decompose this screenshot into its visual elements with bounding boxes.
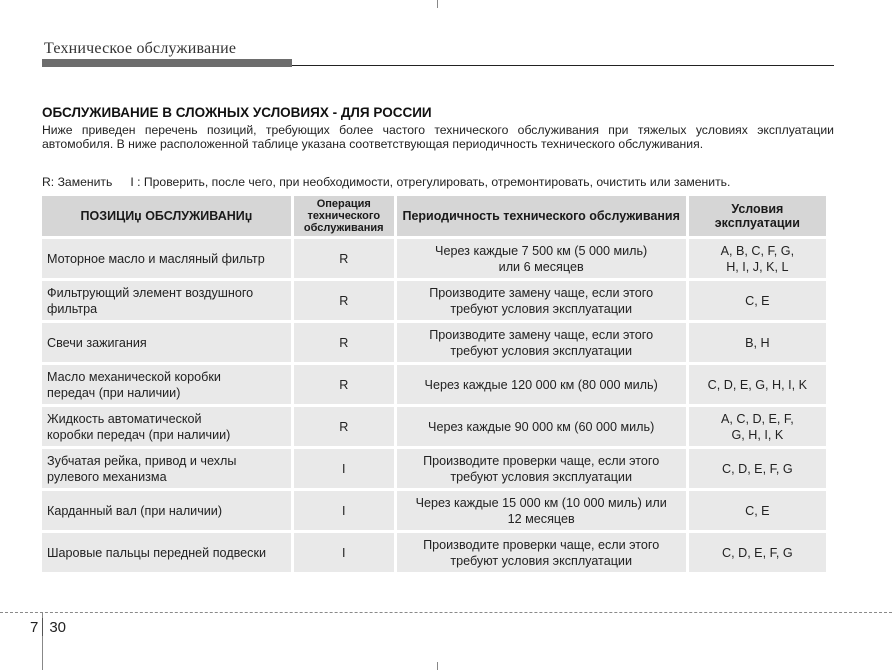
crop-mark-top: [437, 0, 438, 8]
cell-interval: [397, 491, 686, 530]
cell-item-line: фильтра: [47, 301, 98, 316]
cell-item-line: Свечи зажигания: [47, 335, 147, 350]
cell-conditions-line: C, E: [745, 503, 770, 518]
cell-operation: I: [294, 449, 394, 488]
cell-item: [42, 533, 291, 572]
cell-operation: R: [294, 323, 394, 362]
cell-item: [42, 407, 291, 446]
cell-operation: I: [294, 533, 394, 572]
cell-conditions-line: A, C, D, E, F,: [720, 411, 794, 426]
footer-dotted-rule: [0, 612, 892, 613]
cell-interval-line: Через каждые 90 000 км (60 000 миль): [428, 419, 655, 434]
cell-conditions: [689, 323, 826, 362]
table-row: [42, 533, 826, 572]
cell-item-line: Зубчатая рейка, привод и чехлы: [47, 453, 237, 468]
cell-conditions: [689, 239, 826, 278]
header-operation-line: Операция: [316, 198, 371, 210]
cell-conditions-line: H, I, J, K, L: [726, 259, 789, 274]
cell-interval-line: или 6 месяцев: [498, 259, 584, 274]
cell-conditions-line: C, D, E, F, G: [722, 545, 793, 560]
cell-operation: R: [294, 281, 394, 320]
table-header-row: [42, 196, 826, 236]
cell-item: [42, 449, 291, 488]
cell-operation: R: [294, 365, 394, 404]
table-row: [42, 239, 826, 278]
header-accent-bar: [42, 59, 292, 67]
cell-conditions-line: G, H, I, K: [731, 427, 784, 442]
cell-interval: [397, 407, 686, 446]
page-number-value: 30: [49, 618, 67, 636]
cell-interval-line: Производите замену чаще, если этого: [429, 327, 654, 342]
cell-conditions: [689, 281, 826, 320]
cell-interval: [397, 239, 686, 278]
cell-item: [42, 491, 291, 530]
cell-interval-line: Через каждые 7 500 км (5 000 миль): [435, 243, 648, 258]
cell-interval: [397, 449, 686, 488]
running-header-title: Техническое обслуживание: [44, 40, 237, 57]
cell-operation: I: [294, 491, 394, 530]
cell-operation: R: [294, 239, 394, 278]
table-row: [42, 365, 826, 404]
cell-item-line: Моторное масло и масляный фильтр: [47, 251, 265, 266]
cell-conditions: [689, 407, 826, 446]
cell-item: [42, 323, 291, 362]
cell-item-line: рулевого механизма: [47, 469, 167, 484]
cell-interval: [397, 365, 686, 404]
cell-conditions-line: A, B, C, F, G,: [720, 243, 795, 258]
cell-item-line: Масло механической коробки: [47, 369, 221, 384]
cell-item-line: Фильтрующий элемент воздушного: [47, 285, 254, 300]
cell-interval-line: 12 месяцев: [507, 511, 575, 526]
cell-item-line: Жидкость автоматической: [47, 411, 202, 426]
cell-item: [42, 365, 291, 404]
cell-conditions: [689, 365, 826, 404]
cell-interval: [397, 323, 686, 362]
intro-paragraph: Ниже приведен перечень позиций, требующих более частого технического обслуживания при тяжелых условиях эксплуатации автомобиля. В ниже расположенной таблице указана соответствующая периодичность технического обслуживания.: [42, 123, 834, 151]
legend-inspect: I : Проверить, после чего, при необходимости, отрегулировать, отремонтировать, очистить или заменить.: [130, 175, 731, 189]
cell-conditions: [689, 449, 826, 488]
cell-interval-line: требуют условия эксплуатации: [450, 343, 632, 358]
legend: [42, 175, 842, 189]
cell-conditions-line: C, E: [745, 293, 770, 308]
header-interval: [397, 196, 686, 236]
crop-mark-bottom: [437, 662, 438, 670]
header-interval-line: обслуживания: [589, 209, 680, 223]
cell-conditions: [689, 491, 826, 530]
cell-conditions-line: B, H: [745, 335, 770, 350]
cell-interval-line: Производите замену чаще, если этого: [429, 285, 654, 300]
cell-operation: R: [294, 407, 394, 446]
table-row: [42, 491, 826, 530]
cell-interval-line: требуют условия эксплуатации: [450, 301, 632, 316]
legend-replace: R: Заменить: [42, 175, 113, 189]
table-row: [42, 407, 826, 446]
cell-interval-line: требуют условия эксплуатации: [450, 553, 632, 568]
cell-item-line: передач (при наличии): [47, 385, 181, 400]
cell-interval: [397, 281, 686, 320]
header-operation: [294, 196, 394, 236]
header-item: ПОЗИЦИџ ОБСЛУЖИВАНИџ: [42, 196, 291, 236]
header-conditions-line: эксплуатации: [714, 216, 800, 230]
page-number-separator: [42, 618, 43, 636]
header-interval-line: Периодичность технического: [402, 209, 586, 223]
cell-conditions: [689, 533, 826, 572]
cell-item: [42, 281, 291, 320]
cell-conditions-line: C, D, E, F, G: [722, 461, 793, 476]
table-row: [42, 449, 826, 488]
maintenance-table: [39, 193, 829, 575]
cell-interval-line: Производите проверки чаще, если этого: [423, 537, 660, 552]
cell-item-line: Карданный вал (при наличии): [47, 503, 223, 518]
header-conditions-line: Условия: [731, 202, 784, 216]
page-number: [30, 618, 66, 636]
cell-interval-line: Производите проверки чаще, если этого: [423, 453, 660, 468]
header-rule: [292, 65, 834, 66]
cell-conditions-line: C, D, E, G, H, I, K: [707, 377, 808, 392]
cell-interval-line: Через каждые 15 000 км (10 000 миль) или: [415, 495, 667, 510]
cell-interval: [397, 533, 686, 572]
cell-item-line: коробки передач (при наличии): [47, 427, 231, 442]
cell-item: [42, 239, 291, 278]
cell-interval-line: требуют условия эксплуатации: [450, 469, 632, 484]
cell-interval-line: Через каждые 120 000 км (80 000 миль): [424, 377, 658, 392]
header-conditions: [689, 196, 826, 236]
header-operation-line: технического: [307, 210, 381, 222]
table-row: [42, 323, 826, 362]
table-row: [42, 281, 826, 320]
section-heading: ОБСЛУЖИВАНИЕ В СЛОЖНЫХ УСЛОВИЯХ - ДЛЯ РОССИИ: [42, 105, 432, 120]
header-operation-line: обслуживания: [303, 222, 384, 234]
chapter-number: 7: [30, 618, 39, 636]
cell-item-line: Шаровые пальцы передней подвески: [47, 545, 266, 560]
